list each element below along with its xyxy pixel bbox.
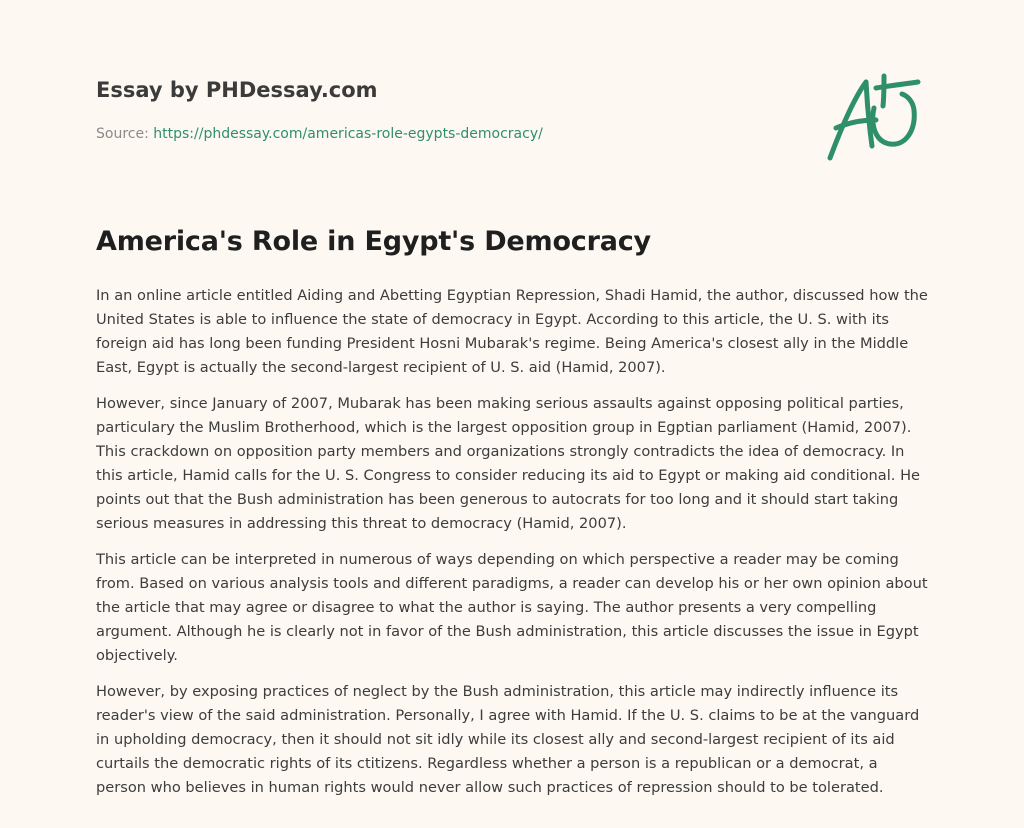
article-paragraph: However, by exposing practices of neglect by the Bush administration, this article may indirectly influence its reader's view of the said administration. Personally, I agree with Hamid. If the U. S. claims to be at the vanguard in upholding democracy, then it should not sit idly while its closest ally and second-largest recipient of its aid curtails the democratic rights of its ctitizens. Regardless whether a person is a republican or a democrat, a person who believes in human rights would never allow such practices of repression should to be tolerated. <box>96 683 920 796</box>
a-plus-logo-icon <box>822 66 926 164</box>
article-title: America's Role in Egypt's Democracy <box>96 226 651 257</box>
site-title: Essay by PHDessay.com <box>96 78 378 102</box>
article <box>96 222 930 812</box>
source-line <box>96 124 736 144</box>
page-header <box>96 76 736 144</box>
article-paragraph: However, since January of 2007, Mubarak has been making serious assaults against opposing political parties, particulary the Muslim Brotherhood, which is the largest opposition group in Egptian parliament (Hamid, 2007). This crackdown on opposition party members and organizations strongly contradicts the idea of democracy. In this article, Hamid calls for the U. S. Congress to consider reducing its aid to Egypt or making aid conditional. He points out that the Bush administration has been generous to autocrats for too long and it should start taking serious measures in addressing this threat to democracy (Hamid, 2007). <box>96 395 921 532</box>
source-link[interactable]: https://phdessay.com/americas-role-egypts-democracy/ <box>153 126 543 142</box>
article-paragraph: In an online article entitled Aiding and Abetting Egyptian Repression, Shadi Hamid, the author, discussed how the United States is able to influence the state of democracy in Egypt. According to this article, the U. S. with its foreign aid has long been funding President Hosni Mubarak's regime. Being America's closest ally in the Middle East, Egypt is actually the second-largest recipient of U. S. aid (Hamid, 2007). <box>96 287 928 376</box>
source-label: Source: <box>96 126 154 142</box>
article-paragraph: This article can be interpreted in numerous of ways depending on which perspective a reader may be coming from. Based on various analysis tools and different paradigms, a reader can develop his or her own opinion about the article that may agree or disagree to what the author is saying. The author presents a very compelling argument. Although he is clearly not in favor of the Bush administration, this article discusses the issue in Egypt objectively. <box>96 551 928 664</box>
